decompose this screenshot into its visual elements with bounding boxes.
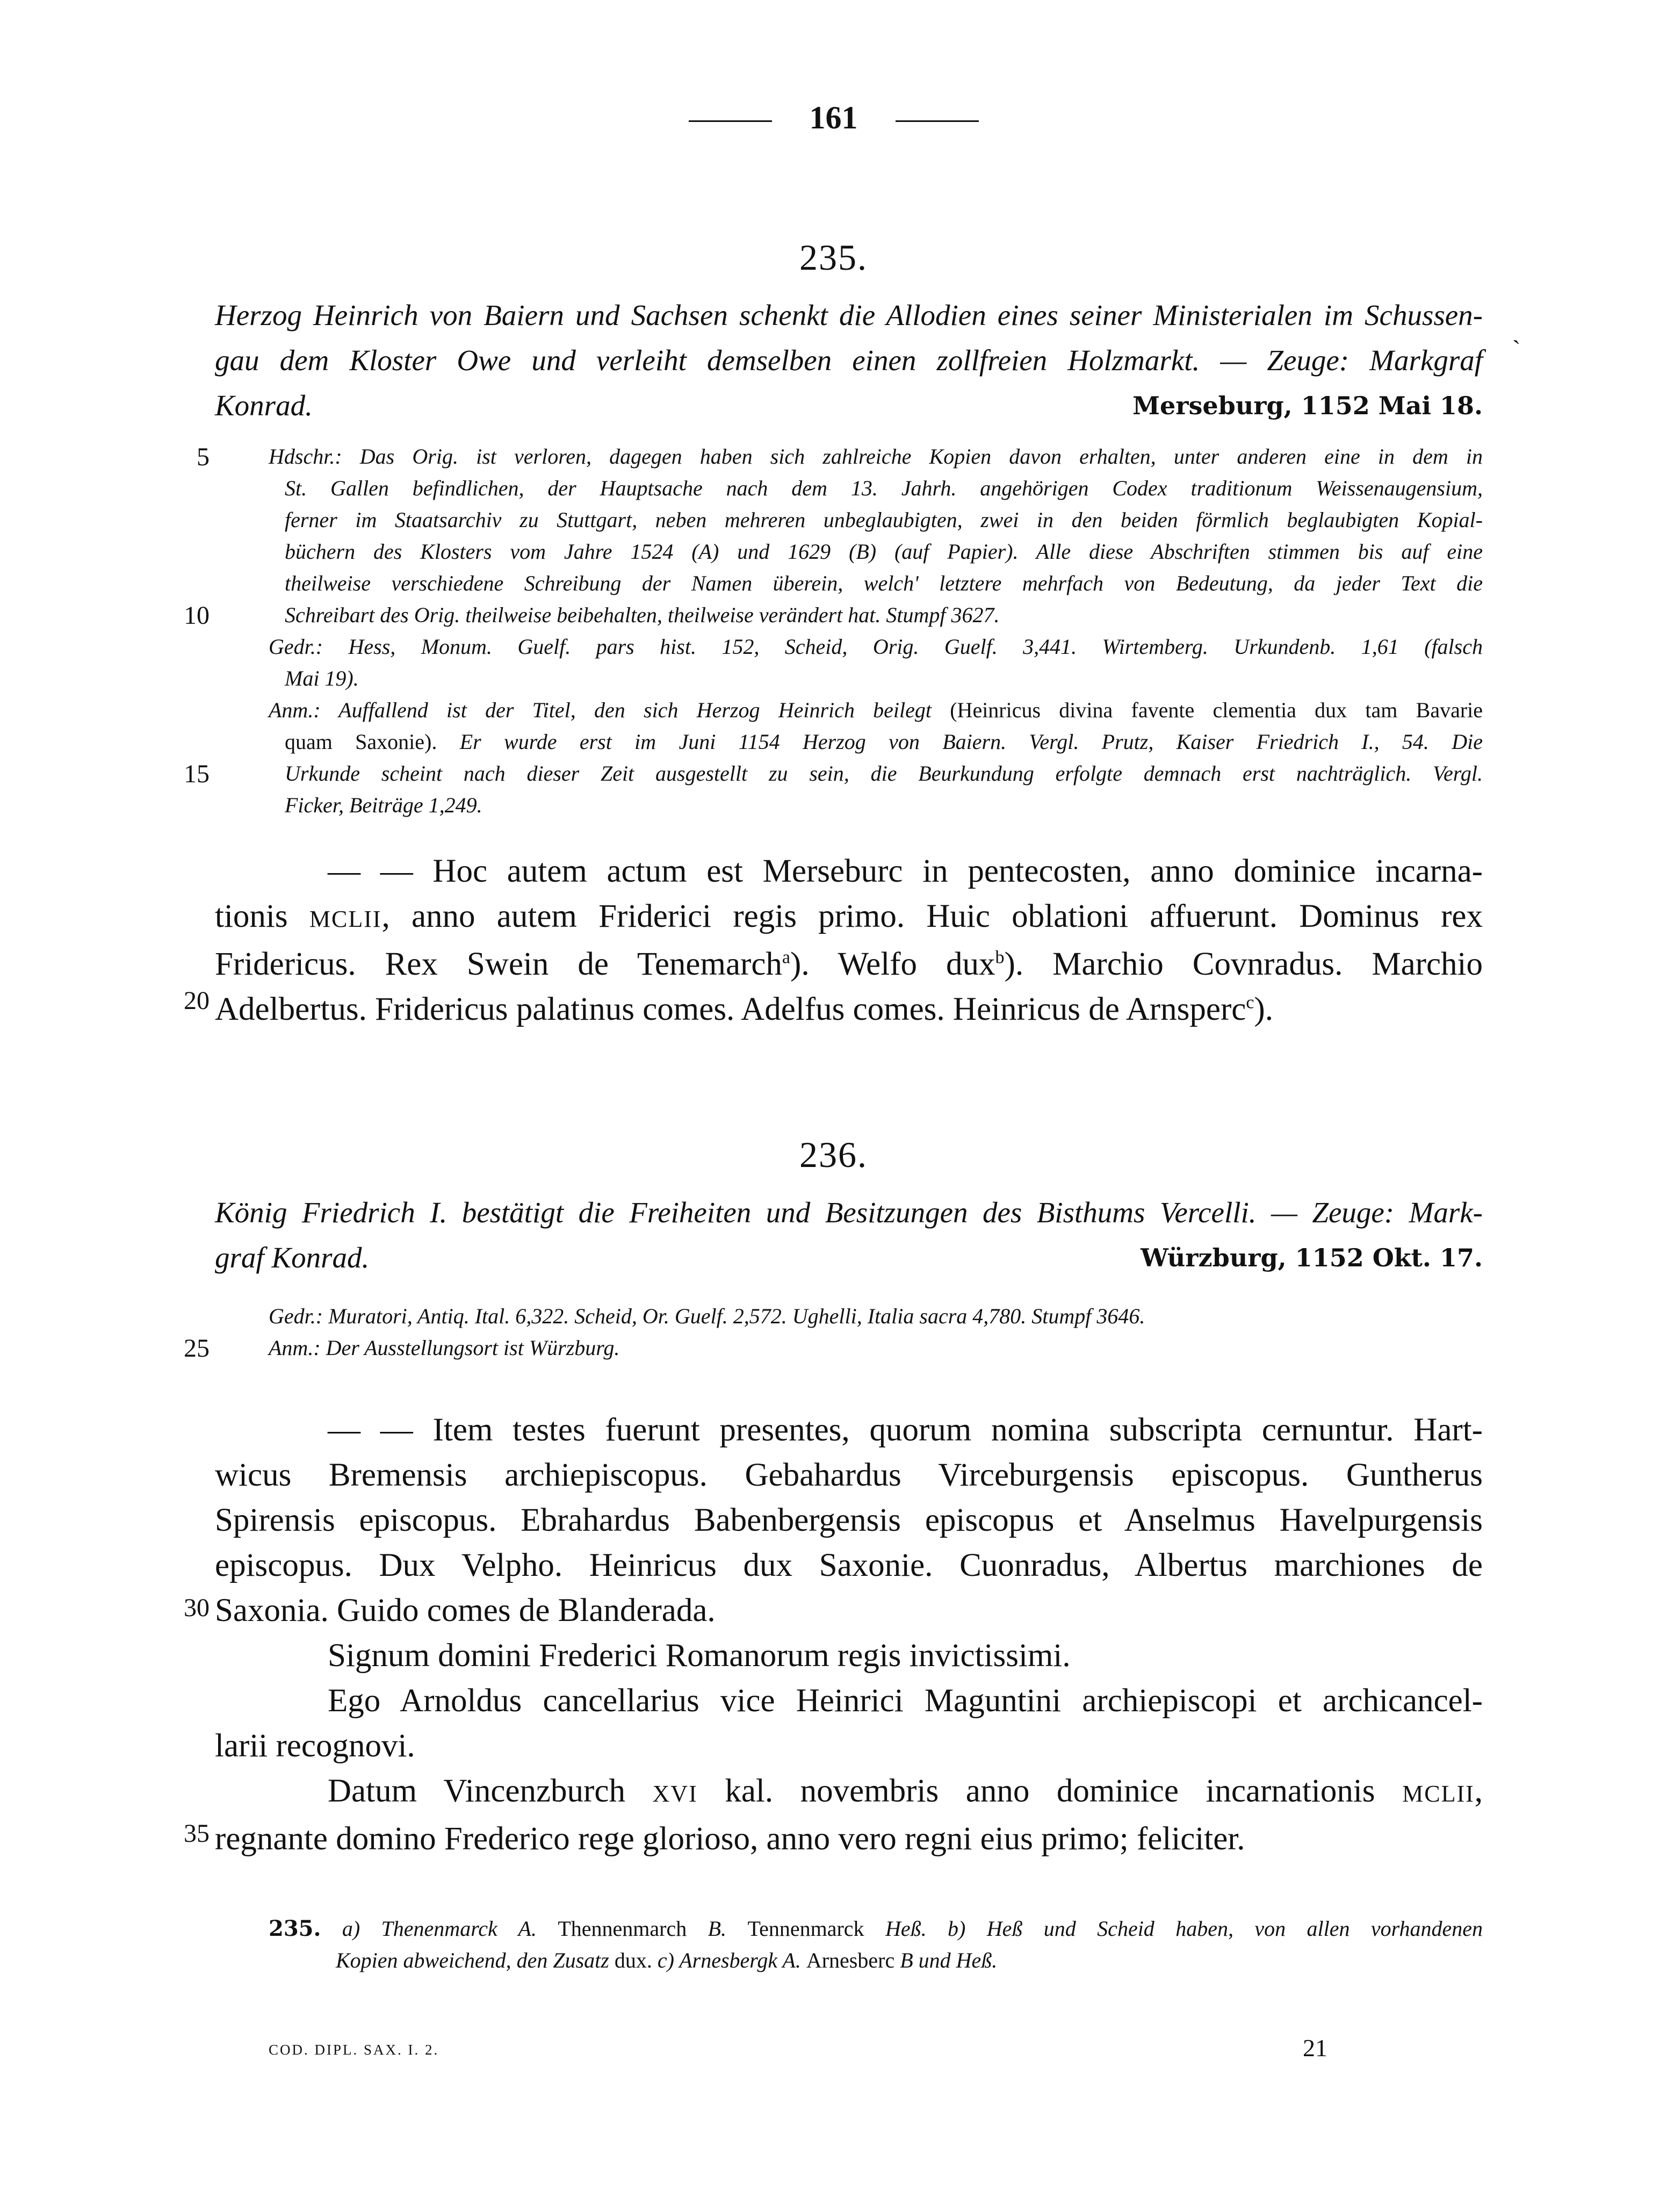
document-number-236: 236. [799,1134,868,1175]
footnote-part: A. [518,1916,537,1941]
text-line: regnante domino Frederico rege glorioso, anno vero regni eius primo; feliciter. [215,1821,1245,1857]
document-number-235: 235. [799,237,868,278]
note-anm-text: Er wurde erst im Juni 1154 Herzog von Baiern. Vergl. Prutz, Kaiser Friedrich I., 54. Die [459,730,1483,754]
line-number: 20 [184,986,210,1015]
text-line: wicus Bremensis archiepiscopus. Gebahardus Virceburgensis episcopus. Guntherus [215,1457,1483,1493]
text-fragment: ). Welfo dux [790,946,995,982]
regest-line [215,1235,1483,1280]
footnote-part: c) Arnesbergk [657,1948,778,1972]
page-number: 161 [809,100,858,135]
text-line: — — Hoc autem actum est Merseburc in pentecosten, anno dominice incarna- [328,853,1483,889]
note-line: ferner im Staatsarchiv zu Stuttgart, neben mehreren unbeglaubigten, zwei in den beiden förmlich beglaubigten Kopial- [285,508,1483,532]
note-anm-quote-end: quam Saxonie). [285,730,437,754]
regest-235 [215,293,1483,428]
footnote-part: dux. [614,1948,652,1972]
note-line: Ficker, Beiträge 1,249. [285,793,482,817]
text-line: Saxonia. Guido comes de Blanderada. [215,1593,716,1629]
note-line: Mai 19). [285,666,359,690]
text-235 [215,849,1483,1032]
text-line: Ego Arnoldus cancellarius vice Heinrici Maguntini archiepiscopi et archicancel- [328,1683,1483,1719]
footnote-part: Heß. [885,1916,927,1941]
line-number: 15 [184,760,210,788]
regest-line: gau dem Kloster Owe und verleiht demselben einen zollfreien Holzmarkt. — Zeuge: Markgraf [215,344,1483,377]
text-fragment: Datum Vincenzburch [328,1773,625,1809]
footnote-part: Thennenmarch [558,1916,687,1941]
header-rule-left [689,120,772,122]
line-number: 10 [184,601,210,630]
text-line: episcopus. Dux Velpho. Heinricus dux Saxonie. Cuonradus, Albertus marchiones de [215,1547,1483,1583]
footnotes [269,1913,1483,1976]
text-line [215,987,1483,1032]
text-line: Spirensis episcopus. Ebrahardus Babenbergensis episcopus et Anselmus Havelpurgensis [215,1502,1483,1538]
footnote-line [269,1913,1483,1944]
line-number: 25 [184,1334,210,1363]
regest-last: graf Konrad. [215,1241,370,1274]
line-number: 5 [197,443,210,471]
note-line [269,694,1483,726]
text-fragment: ). Marchio Covnradus. Marchio [1004,946,1483,982]
notes-236 [269,1300,1483,1364]
text-line [215,894,1483,942]
footnote-marker-a: a [782,947,791,968]
place-date-235: Merseburg, 1152 Mai 18. [1132,391,1483,420]
header-rule-right [896,120,979,122]
roman-year: MCLII [1402,1781,1475,1807]
regest-line [215,383,1483,428]
note-line: Anm.: Der Ausstellungsort ist Würzburg. [269,1336,620,1360]
text-line: larii recognovi. [215,1728,415,1764]
notes-235 [269,441,1483,821]
text-line: — — Item testes fuerunt presentes, quorum nomina subscripta cernuntur. Hart- [328,1412,1483,1448]
note-anm-quote: (Heinricus divina favente clementia dux tam Bavarie [950,698,1483,722]
footnote-part: a) Thenenmarck [342,1916,497,1941]
text-fragment: Adelbertus. Fridericus palatinus comes. Adelfus comes. Heinricus de Arnsperc [215,991,1246,1027]
footnote-part: Kopien abweichend, den Zusatz [336,1948,609,1972]
line-number: 35 [184,1819,210,1848]
note-line: Gedr.: Hess, Monum. Guelf. pars hist. 152, Scheid, Orig. Guelf. 3,441. Wirtemberg. Urkundenb. 1,61 (falsch [269,635,1483,659]
regest-line: König Friedrich I. bestätigt die Freiheiten und Besitzungen des Bisthums Vercelli. — Zeuge: Mark- [215,1196,1483,1229]
note-line: Gedr.: Muratori, Antiq. Ital. 6,322. Scheid, Or. Guelf. 2,572. Ughelli, Italia sacra 4,780. Stumpf 3646. [269,1304,1145,1328]
text-fragment: kal. novembris anno dominice incarnationis [725,1773,1375,1809]
text-line: Signum domini Frederici Romanorum regis invictissimi. [328,1638,1071,1674]
footnote-part: Arnesberc [806,1948,895,1972]
footnote-part: b) Heß und Scheid haben, von allen vorhandenen [948,1916,1483,1941]
roman-year: MCLII [309,906,382,932]
note-line: Schreibart des Orig. theilweise beibehalten, theilweise verändert hat. Stumpf 3627. [285,603,1000,627]
text-fragment: Fridericus. Rex Swein de Tenemarch [215,946,782,982]
note-line [269,726,1483,758]
footnote-marker-b: b [995,947,1005,968]
text-fragment: , [1474,1773,1483,1809]
signature-mark: COD. DIPL. SAX. I. 2. [269,2042,439,2058]
text-236 [215,1408,1483,1862]
text-line [215,942,1483,987]
regest-line: Herzog Heinrich von Baiern und Sachsen schenkt die Allodien eines seiner Ministerialen im Schussen- [215,299,1483,332]
footnote-part: B und Heß. [900,1948,998,1972]
text-fragment: tionis [215,898,288,934]
note-line: theilweise verschiedene Schreibung der Namen überein, welch' letztere mehrfach von Bedeutung, da jeder Text die [285,571,1483,595]
note-line: büchern des Klosters vom Jahre 1524 (A) und 1629 (B) (auf Papier). Alle diese Abschriften stimmen bis auf eine [285,539,1483,564]
roman-day: XVI [652,1781,698,1807]
footnote-ref: 235. [269,1916,321,1941]
text-line [215,1769,1483,1817]
footnote-part: Tennenmarck [747,1916,864,1941]
footnote-part: A. [782,1948,801,1972]
note-anm-italic: Anm.: Auffallend ist der Titel, den sich Herzog Heinrich beilegt [269,698,932,722]
footnote-part: B. [708,1916,727,1941]
text-fragment: , anno autem Friderici regis primo. Huic oblationi affuerunt. Dominus rex [381,898,1483,934]
page-header [0,99,1667,136]
note-line: Hdschr.: Das Orig. ist verloren, dagegen haben sich zahlreiche Kopien davon erhalten, unter anderen eine in dem in [269,444,1483,469]
footnote-line [269,1944,1483,1976]
line-number: 30 [184,1594,210,1622]
sheet-number: 21 [1303,2034,1327,2062]
margin-mark-icon: ˎ [1512,316,1521,344]
place-date-236: Würzburg, 1152 Okt. 17. [1141,1243,1483,1272]
regest-last: Konrad. [215,389,313,422]
note-line: St. Gallen befindlichen, der Hauptsache nach dem 13. Jahrh. angehörigen Codex traditionum Weissenaugensium, [285,476,1483,500]
regest-236 [215,1190,1483,1280]
text-fragment: ). [1254,991,1273,1027]
note-line: Urkunde scheint nach dieser Zeit ausgestellt zu sein, die Beurkundung erfolgte demnach erst nachträglich. Vergl. [285,761,1483,786]
footnote-marker-c: c [1246,992,1254,1013]
